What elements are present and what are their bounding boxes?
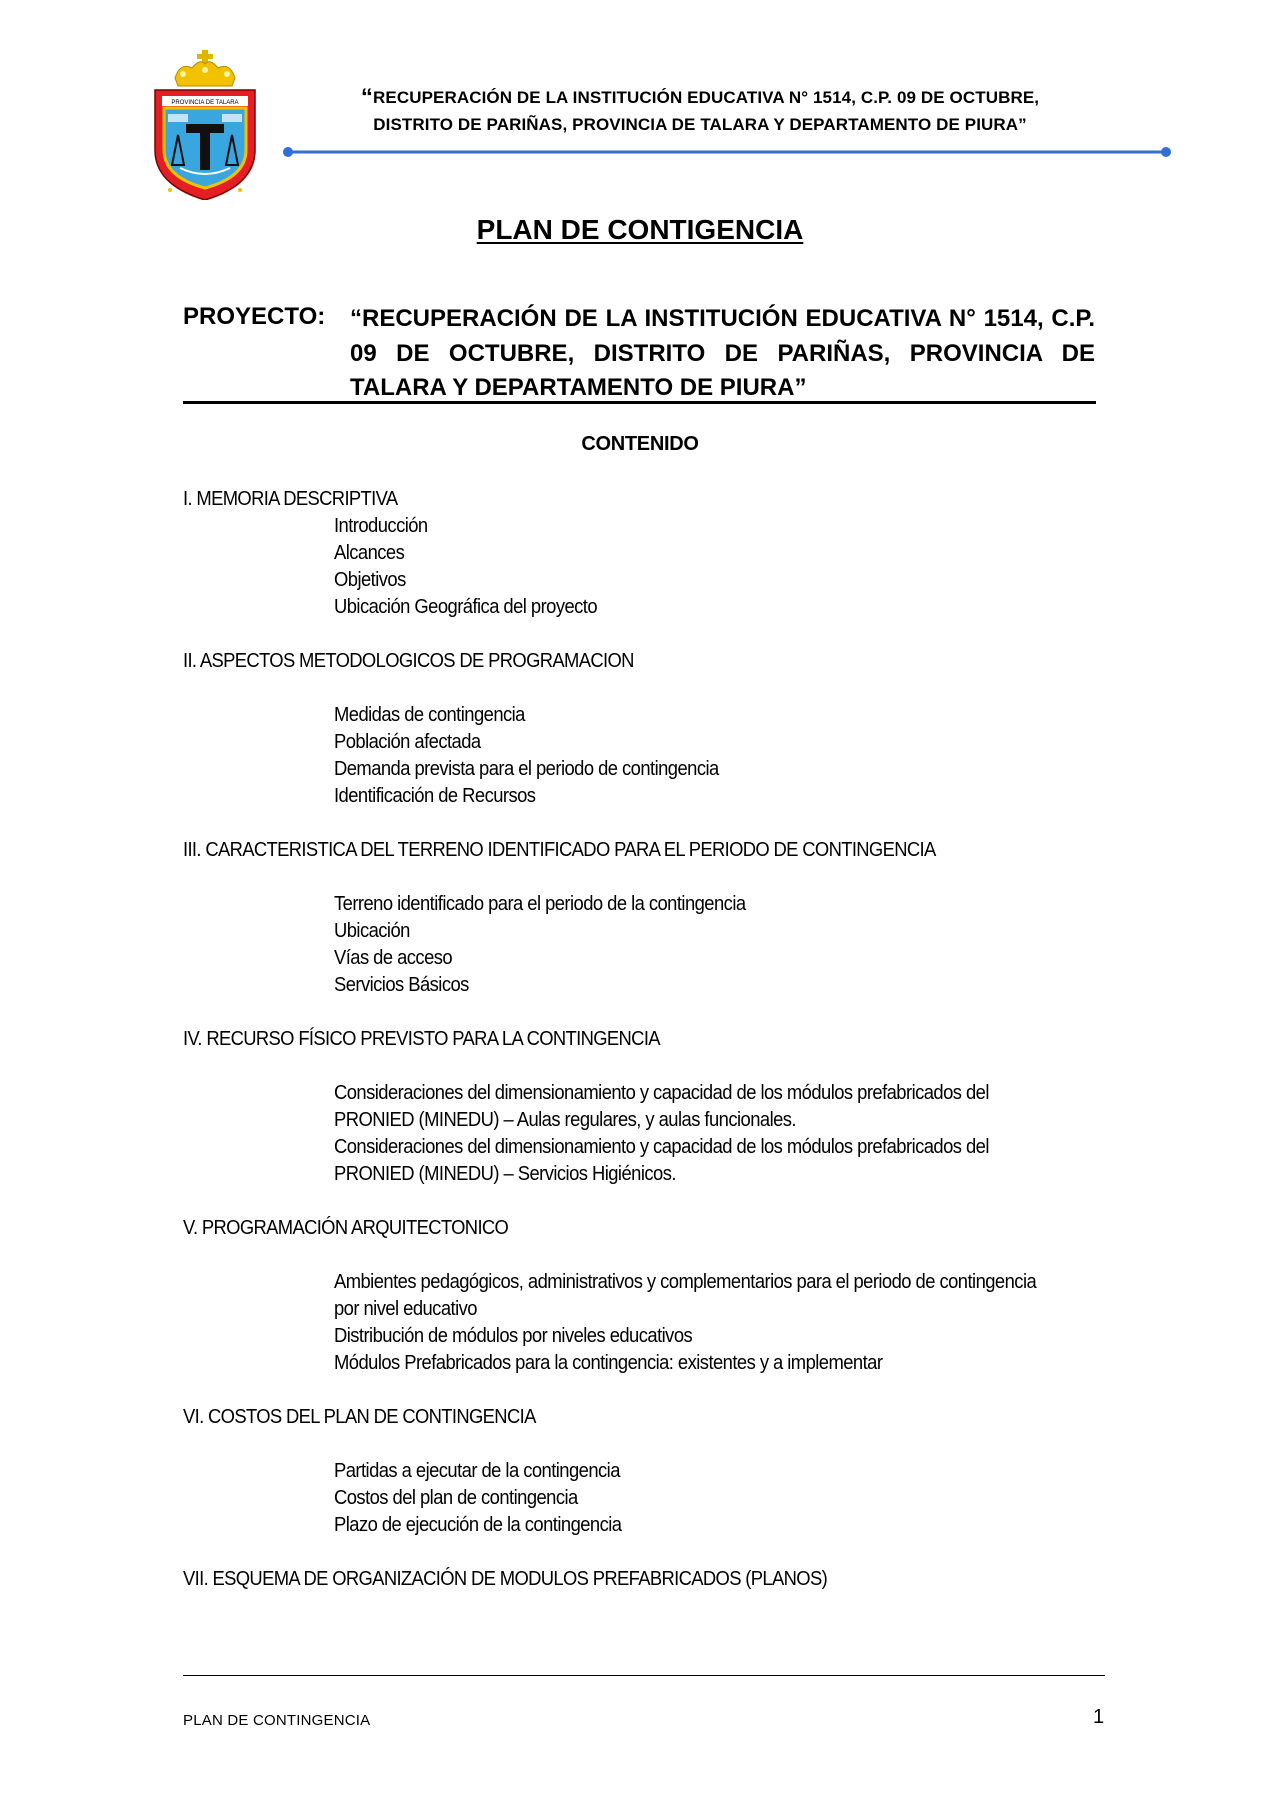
toc-section-7: VII. ESQUEMA DE ORGANIZACIÓN DE MODULOS PREFABRICADOS (PLANOS) [183,1568,828,1590]
document-title: PLAN DE CONTIGENCIA [476,214,804,245]
toc-section-6: VI. COSTOS DEL PLAN DE CONTINGENCIA [183,1406,536,1428]
toc-item: Terreno identificado para el periodo de la contingencia [334,893,746,915]
toc-item: Demanda prevista para el periodo de contingencia [334,758,719,780]
toc-item: Plazo de ejecución de la contingencia [334,1514,622,1536]
toc-item: Alcances [334,542,405,564]
toc-item: Ubicación Geográfica del proyecto [334,596,598,618]
toc-item: Medidas de contingencia [334,704,525,726]
footer-divider [183,1675,1105,1676]
toc-section-2: II. ASPECTOS METODOLOGICOS DE PROGRAMACION [183,650,634,672]
footer-label: PLAN DE CONTINGENCIA [183,1712,371,1729]
header-line-1 [300,84,1100,111]
toc-item: Distribución de módulos por niveles educativos [334,1325,693,1347]
toc-section-4: IV. RECURSO FÍSICO PREVISTO PARA LA CONTINGENCIA [183,1028,660,1050]
toc-item: Consideraciones del dimensionamiento y capacidad de los módulos prefabricados del PRONIED (MINEDU) – Servicios Higiénicos. [334,1136,989,1185]
page-number: 1 [1093,1706,1105,1728]
toc-item: Objetivos [334,569,406,591]
contents-heading: CONTENIDO [581,433,699,455]
toc-item: Introducción [334,515,428,537]
municipal-crest-logo [150,50,260,200]
toc-item: Partidas a ejecutar de la contingencia [334,1460,620,1482]
toc-item: Vías de acceso [334,947,453,969]
toc-item: Consideraciones del dimensionamiento y capacidad de los módulos prefabricados del PRONIED (MINEDU) – Aulas regulares, y aulas funcionales. [334,1082,989,1131]
toc-item: Identificación de Recursos [334,785,536,807]
toc-item: Población afectada [334,731,481,753]
header-title [300,84,1100,138]
project-description: “RECUPERACIÓN DE LA INSTITUCIÓN EDUCATIVA N° 1514, C.P. 09 DE OCTUBRE, DISTRITO DE PARIÑAS, PROVINCIA DE TALARA Y DEPARTAMENTO DE PIURA” [350,305,1095,401]
header-line-2: DISTRITO DE PARIÑAS, PROVINCIA DE TALARA Y DEPARTAMENTO DE PIURA” [373,115,1027,134]
header-line-1-text: RECUPERACIÓN DE LA INSTITUCIÓN EDUCATIVA N° 1514, C.P. 09 DE OCTUBRE, [373,88,1040,107]
toc-section-3: III. CARACTERISTICA DEL TERRENO IDENTIFICADO PARA EL PERIODO DE CONTINGENCIA [183,839,936,861]
toc-item: Ubicación [334,920,410,942]
project-divider [183,401,1096,404]
toc-item: Costos del plan de contingencia [334,1487,578,1509]
toc-item: Módulos Prefabricados para la contingencia: existentes y a implementar [334,1352,883,1374]
toc-section-1: I. MEMORIA DESCRIPTIVA [183,488,398,510]
crest-banner-text: PROVINCIA DE TALARA [171,100,239,106]
table-of-contents [183,486,1143,1593]
header-open-quote: “ [360,84,373,111]
header-divider [282,146,1172,158]
toc-item: Servicios Básicos [334,974,469,996]
toc-item: Ambientes pedagógicos, administrativos y complementarios para el periodo de contingencia por nivel educativo [334,1271,1037,1320]
project-label: PROYECTO: [183,303,326,330]
toc-section-5: V. PROGRAMACIÓN ARQUITECTONICO [183,1217,509,1239]
